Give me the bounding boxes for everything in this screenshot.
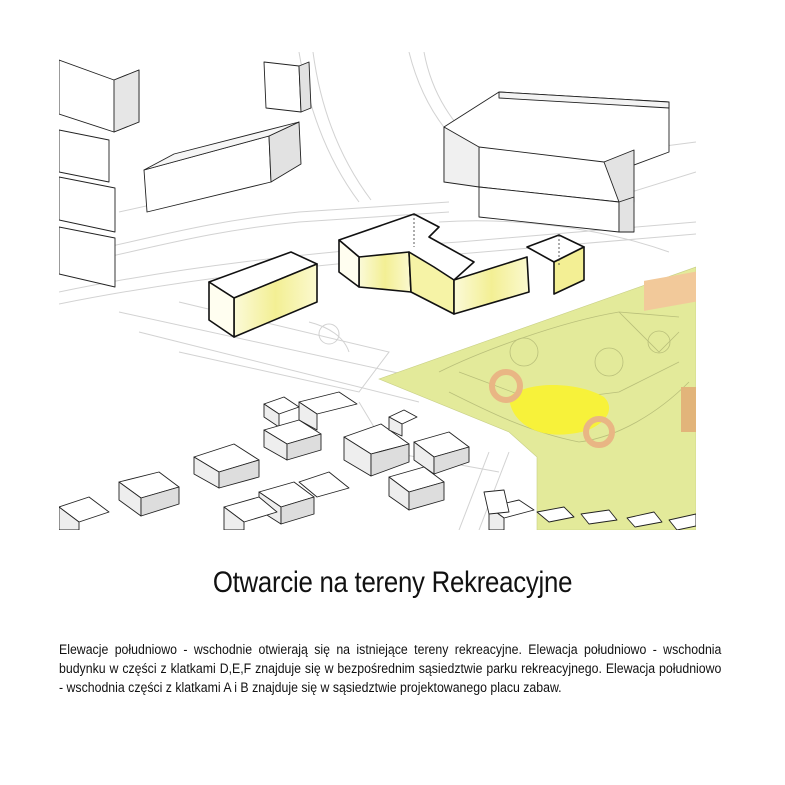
description-paragraph: Elewacje południowo - wschodnie otwierają się na istniejące tereny rekreacyjne. Elewacja południowo - wschodnia budynku w części z klatkami D,E,F znajduje się w bezpośrednim sąsiedztwie parku rekreacyjnego. Elewacja południowo - wschodnia części z klatkami A i B znajduje się w sąsiedztwie projektowanego placu zabaw. [59, 642, 722, 696]
site-axonometric-diagram [59, 52, 696, 530]
sports-court-side [681, 387, 696, 432]
page-title: Otwarcie na tereny Rekreacyjne [212, 566, 573, 599]
proposed-building-east [339, 214, 584, 314]
